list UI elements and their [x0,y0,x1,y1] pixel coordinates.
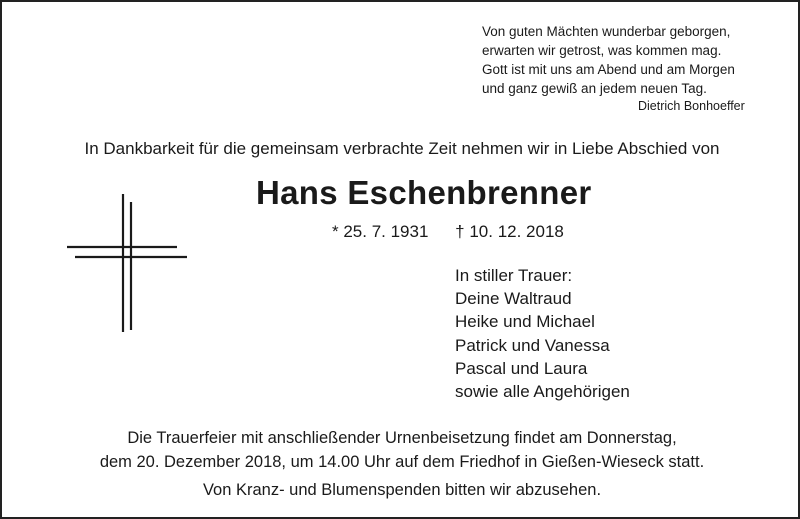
poem-line: erwarten wir getrost, was kommen mag. [482,43,722,58]
mourner-name: Patrick und Vanessa [455,335,610,355]
mourner-name: sowie alle Angehörigen [455,382,630,402]
poem-line: Von guten Mächten wunderbar geborgen, [482,24,731,39]
life-dates [332,222,564,242]
mourner-name: Pascal und Laura [455,358,588,378]
mourner-name: Heike und Michael [455,312,595,332]
mourners-heading: In stiller Trauer: [455,266,573,285]
poem-quote [482,22,782,98]
birth-date: * 25. 7. 1931 [332,222,429,241]
mourners-list [455,264,630,403]
cross-icon [62,192,192,334]
poem-author: Dietrich Bonhoeffer [638,99,745,113]
funeral-service-info [2,426,800,474]
intro-text: In Dankbarkeit für die gemeinsam verbrachte Zeit nehmen wir in Liebe Abschied von [84,139,720,158]
service-line: Die Trauerfeier mit anschließender Urnenbeisetzung findet am Donnerstag, [127,429,677,447]
closing-note: Von Kranz- und Blumenspenden bitten wir abzusehen. [202,481,602,499]
poem-line: und ganz gewiß an jedem neuen Tag. [482,81,707,96]
deceased-name: Hans Eschenbrenner [256,174,592,211]
death-date: † 10. 12. 2018 [455,222,564,241]
mourner-name: Deine Waltraud [455,289,572,309]
poem-line: Gott ist mit uns am Abend und am Morgen [482,62,735,77]
service-line: dem 20. Dezember 2018, um 14.00 Uhr auf dem Friedhof in Gießen-Wieseck statt. [99,453,705,471]
